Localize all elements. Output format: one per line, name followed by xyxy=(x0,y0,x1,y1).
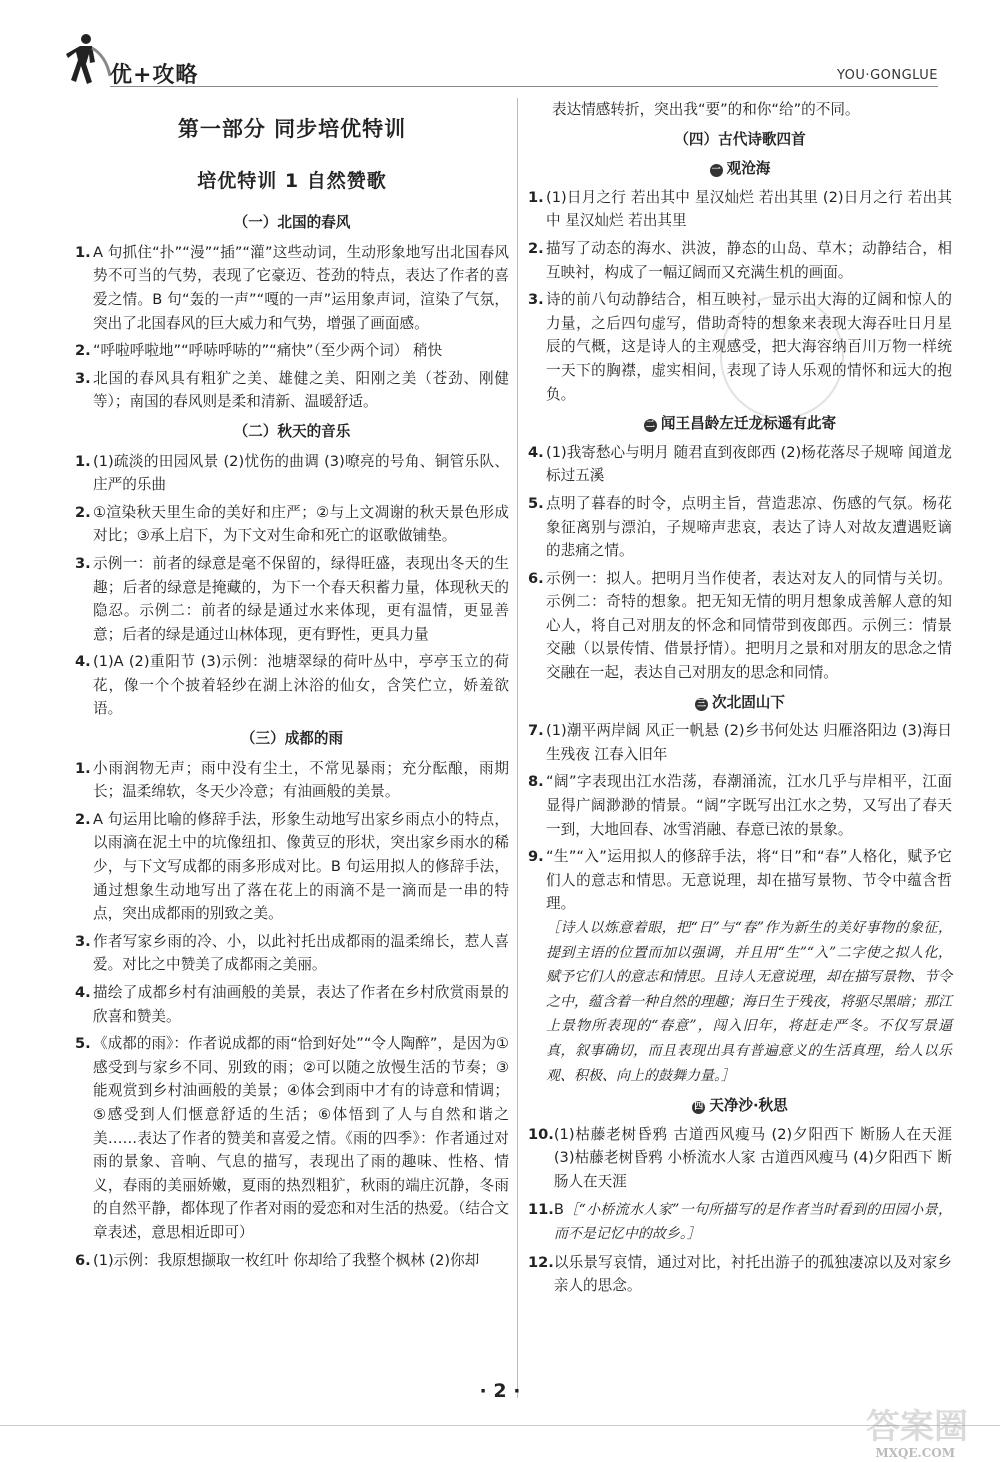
answer-item xyxy=(75,757,509,804)
subsection xyxy=(528,1094,952,1298)
header-title: YOU·GONGLUE xyxy=(836,68,938,83)
subsection-title-text: 天净沙·秋思 xyxy=(709,1097,788,1115)
item-text: 小雨润物无声；雨中没有尘土，不常见暴雨；充分酝酿，雨期长；温柔绵软，冬天少冷意；有油画般的美景。 xyxy=(93,759,509,801)
item-number: 4. xyxy=(528,443,544,461)
answer-item xyxy=(75,450,509,497)
section-title: （一）北国的春风 xyxy=(233,214,351,232)
answer-item xyxy=(528,186,952,233)
answer-item xyxy=(75,367,509,414)
section-title: （四）古代诗歌四首 xyxy=(674,130,806,148)
answer-note: ［诗人以炼意着眼，把“日”与“春”作为新生的美好事物的象征，提到主语的位置而加以强调，并且用“生”“入”二字使之拟人化，赋予它们人的意志和情思。且诗人无意说理，却在描写景物、节令之中，蕴含着一种自然的理趣；海日生于残夜，将驱尽黑暗；那江上景物所表现的“春意”，闯入旧年，将赶走严冬。不仅写景逼真，叙事确切，而且表现出具有普遍意义的生活真理，给人以乐观、积极、向上的鼓舞力量。］ xyxy=(546,920,952,1084)
answer-item xyxy=(528,845,952,1088)
runner-icon xyxy=(62,32,112,87)
logo-text: 优+攻略 xyxy=(110,62,199,88)
continued-text: 表达情感转折，突出我“要”的和你“给”的不同。 xyxy=(552,101,860,118)
item-number: 2. xyxy=(75,342,91,360)
page-header xyxy=(0,0,1000,92)
answer-item xyxy=(75,339,509,363)
page-number: · 2 · xyxy=(479,1380,521,1402)
footer-rule xyxy=(0,1425,1000,1426)
section xyxy=(75,211,509,414)
left-column xyxy=(75,98,509,1276)
watermark-logo: 答案圈 xyxy=(866,1407,968,1447)
item-number: 12. xyxy=(528,1253,554,1271)
item-text: (1)示例：我原想撷取一枚红叶 你却给了我整个枫林 (2)你却 xyxy=(93,1251,480,1269)
answer-item xyxy=(528,441,952,488)
item-number: 2. xyxy=(528,239,544,257)
item-number: 6. xyxy=(75,1251,91,1269)
subsection-title xyxy=(528,157,952,181)
subsection-title-text: 闻王昌龄左迁龙标遥有此寄 xyxy=(660,415,837,433)
item-text: A 句运用比喻的修辞手法，形象生动地写出家乡雨点小的特点，以雨滴在泥土中的坑像纽扣、像黄豆的形状，突出家乡雨水的稀少，与下文写成都的雨多形成对比。B 句运用拟人的修辞手法，通过想象生动地写出了落在花上的雨滴不是一滴而是一串的特点，突出成都雨的别致之美。 xyxy=(93,810,509,923)
answer-item xyxy=(75,930,509,977)
subsection xyxy=(528,691,952,1089)
item-text: ①渲染秋天里生命的美好和庄严；②与上文凋谢的秋天景色形成对比；③承上启下，为下文对生命和死亡的讴歌做铺垫。 xyxy=(93,503,509,545)
item-number: 6. xyxy=(528,569,544,587)
subsection xyxy=(528,412,952,685)
item-number: 1. xyxy=(75,452,91,470)
item-number: 5. xyxy=(528,494,544,512)
circled-number-icon: 二 xyxy=(645,420,655,431)
circled-number-icon: 三 xyxy=(696,698,706,709)
answer-item xyxy=(75,1032,509,1244)
item-number: 2. xyxy=(75,810,91,828)
answer-item xyxy=(75,501,509,548)
item-text: (1)我寄愁心与明月 随君直到夜郎西 (2)杨花落尽子规啼 闻道龙标过五溪 xyxy=(546,443,952,485)
subsection-title xyxy=(528,1094,952,1118)
unit-title: 培优特训 1 自然赞歌 xyxy=(197,169,387,192)
item-number: 5. xyxy=(75,1035,91,1053)
answer-item xyxy=(528,567,952,685)
item-text: 北国的春风具有粗犷之美、雄健之美、阳刚之美（苍劲、刚健等）；南国的春风则是柔和清新、温暖舒适。 xyxy=(93,369,509,411)
item-number: 11. xyxy=(528,1200,554,1218)
part-title: 第一部分 同步培优特训 xyxy=(177,117,407,141)
answer-item xyxy=(75,1249,509,1273)
header-rule xyxy=(110,86,938,87)
answer-item xyxy=(75,808,509,926)
item-number: 4. xyxy=(75,653,91,671)
item-text: 点明了暮春的时令，点明主旨，营造悲凉、伤感的气氛。杨花象征离别与漂泊，子规啼声悲哀，表达了诗人对故友遭遇贬谪的悲痛之情。 xyxy=(546,494,952,560)
item-number: 1. xyxy=(75,759,91,777)
answer-item xyxy=(75,981,509,1028)
answer-item xyxy=(75,552,509,646)
answer-item xyxy=(75,241,509,335)
item-number: 8. xyxy=(528,773,544,791)
answer-item xyxy=(528,492,952,563)
item-text: 示例一：拟人。把明月当作使者，表达对友人的同情与关切。示例二：奇特的想象。把无知无情的明月想象成善解人意的知心人，将自己对朋友的怀念和同情带到夜郎西。示例三：情景交融（以景传情、借景抒情）。把明月之景和对朋友的思念之情交融在一起，表达自己对朋友的思念和同情。 xyxy=(546,569,952,682)
answer-item xyxy=(528,237,952,284)
item-text: 《成都的雨》：作者说成都的雨“恰到好处”“令人陶醉”，是因为①感受到与家乡不同、别致的雨；②可以随之放慢生活的节奏；③能观赏到乡村油画般的美景；④体会到雨中才有的诗意和情调；⑤感受到人们惬意舒适的生活；⑥体悟到了人与自然和谐之美……表达了作者的赞美和喜爱之情。《雨的四季》：作者通过对雨的景象、音响、气息的描写，表现出了雨的趣味、性格、情义，春雨的美丽娇嫩，夏雨的热烈粗犷，秋雨的端庄沉静，冬雨的自然平静，都体现了作者对雨的爱恋和对生活的热爱。（结合文章表述，意思相近即可） xyxy=(93,1035,509,1241)
item-text: 以乐景写哀情，通过对比，衬托出游子的孤独凄凉以及对家乡亲人的思念。 xyxy=(553,1253,952,1295)
item-number: 3. xyxy=(75,554,91,572)
item-number: 7. xyxy=(528,722,544,740)
item-number: 1. xyxy=(528,188,544,206)
item-text: 描写了动态的海水、洪波，静态的山岛、草木；动静结合，相互映衬，构成了一幅辽阔而又充满生机的画面。 xyxy=(546,239,952,281)
item-number: 4. xyxy=(75,984,91,1001)
item-text: (1)日月之行 若出其中 星汉灿烂 若出其里 (2)日月之行 若出其中 星汉灿烂 若出其里 xyxy=(546,188,952,230)
item-text: (1)枯藤老树昏鸦 古道西风瘦马 (2)夕阳西下 断肠人在天涯 (3)枯藤老树昏鸦 小桥流水人家 古道西风瘦马 (4)夕阳西下 断肠人在天涯 xyxy=(553,1125,952,1190)
answer-item xyxy=(528,1198,952,1247)
item-text: B xyxy=(553,1200,564,1218)
item-number: 1. xyxy=(75,243,91,261)
item-number: 2. xyxy=(75,503,91,521)
item-text: 诗的前八句动静结合，相互映衬，显示出大海的辽阔和惊人的力量，之后四句虚写，借助奇特的想象来表现大海吞吐日月星辰的气概，这是诗人的主观感受，把大海容纳百川万物一样统一天下的胸襟，虚实相间，表现了诗人乐观的情怀和远大的抱负。 xyxy=(546,291,952,403)
item-number: 3. xyxy=(528,291,544,309)
item-text: (1)A (2)重阳节 (3)示例：池塘翠绿的荷叶丛中，亭亭玉立的荷花，像一个个披着轻纱在湖上沐浴的仙女，含笑伫立，娇羞欲语。 xyxy=(93,653,509,718)
logo xyxy=(62,32,222,87)
subsection-title-text: 次北固山下 xyxy=(712,693,785,711)
item-text: A 句抓住“扑”“漫”“插”“灌”这些动词，生动形象地写出北国春风势不可当的气势，表现了它豪迈、苍劲的特点，表达了作者的喜爱之情。B 句“轰的一声”“嘎的一声”运用象声词，渲染了气氛，突出了北国春风的巨大威力和气势，增强了画面感。 xyxy=(93,243,509,332)
item-number: 3. xyxy=(75,369,91,387)
circled-number-icon: 四 xyxy=(694,1102,704,1113)
item-text: (1)潮平两岸阔 风正一帆悬 (2)乡书何处达 归雁洛阳边 (3)海日生残夜 江春入旧年 xyxy=(546,722,952,763)
item-number: 10. xyxy=(528,1125,554,1143)
item-text: 作者写家乡雨的冷、小，以此衬托出成都雨的温柔绵长，惹人喜爱。对比之中赞美了成都雨之美丽。 xyxy=(93,932,509,974)
answer-note: ［“小桥流水人家”一句所描写的是作者当时看到的田园小景，而不是记忆中的故乡。］ xyxy=(553,1201,952,1243)
subsection-title xyxy=(528,412,952,436)
answer-item xyxy=(528,719,952,766)
answer-item xyxy=(528,288,952,406)
answer-item xyxy=(528,1123,952,1194)
subsection-title xyxy=(528,691,952,715)
item-number: 3. xyxy=(75,932,91,950)
item-text: (1)疏淡的田园风景 (2)忧伤的曲调 (3)嘹亮的号角、铜管乐队、庄严的乐曲 xyxy=(93,452,509,494)
item-text: 描绘了成都乡村有油画般的美景，表达了作者在乡村欣赏雨景的欣喜和赞美。 xyxy=(93,984,509,1025)
item-text: “阔”字表现出江水浩荡，春潮涌流，江水几乎与岸相平，江面显得广阔渺渺的情景。“阔”字既写出江水之势，又写出了春天一到，大地回春、冰雪消融、春意已浓的景象。 xyxy=(546,773,952,838)
answer-item xyxy=(528,770,952,841)
item-text: “呼啦呼啦地”“呼哧呼哧的”“痛快”（至少两个词） 稍快 xyxy=(93,342,443,360)
subsection-title-text: 观沧海 xyxy=(726,160,771,178)
subsection xyxy=(528,157,952,406)
section xyxy=(75,727,509,1272)
column-divider xyxy=(517,98,518,1398)
item-text: 示例一：前者的绿意是毫不保留的，绿得旺盛，表现出冬天的生趣；后者的绿意是掩藏的，为下一个春天积蓄力量，体现秋天的隐忍。示例二：前者的绿是通过水来体现，更有温情，更显善意；后者的绿是通过山林体现，更有野性，更具力量 xyxy=(93,554,509,643)
watermark-url: MXQE.COM xyxy=(875,1446,955,1460)
item-number: 9. xyxy=(528,848,544,866)
answer-item xyxy=(75,650,509,721)
right-column xyxy=(528,98,952,1302)
circled-number-icon: 一 xyxy=(711,165,721,176)
section xyxy=(75,420,509,721)
section-title: （二）秋天的音乐 xyxy=(233,422,351,440)
item-text: “生”“入”运用拟人的修辞手法，将“日”和“春”人格化，赋予它们人的意志和情思。无意说理，却在描写景物、节令中蕴含哲理。 xyxy=(546,848,952,913)
answer-item xyxy=(528,1251,952,1298)
section-title: （三）成都的雨 xyxy=(240,730,344,748)
